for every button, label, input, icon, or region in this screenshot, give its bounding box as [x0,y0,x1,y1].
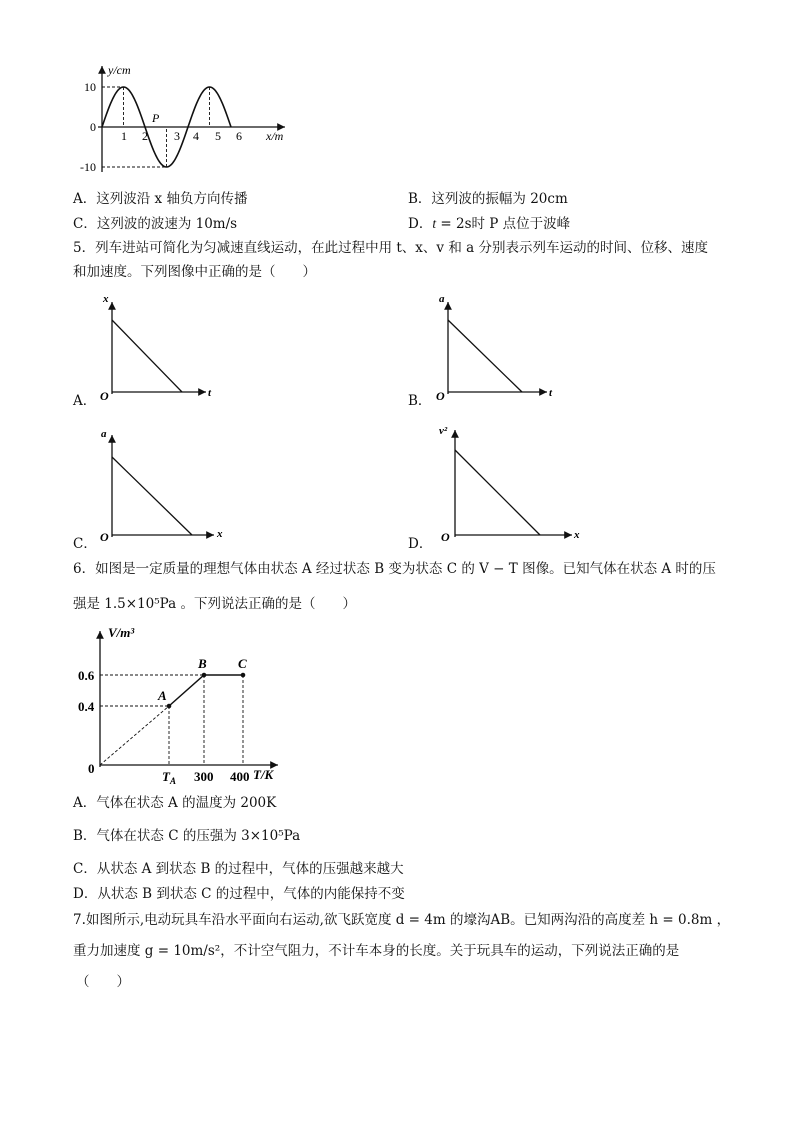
q6-point-c-dot [241,673,246,678]
q6-process-line [169,675,243,706]
q5-graph-b-line [448,320,522,392]
q5-graph-a [96,290,226,402]
q5-graph-c-letter: C． [73,536,97,552]
q6-option-c: C．从状态 A 到状态 B 的过程中，气体的压强越来越大 [73,861,404,877]
wave-x-tick: 2 [142,129,148,143]
svg-text:O: O [100,389,109,402]
svg-text:x: x [574,529,580,541]
q6-option-d: D．从状态 B 到状态 C 的过程中，气体的内能保持不变 [73,886,405,902]
q6-option-b: B．气体在状态 C 的压强为 3×10⁵Pa [73,828,301,844]
svg-text:x: x [103,293,109,305]
svg-text:0: 0 [88,761,95,776]
wave-x-tick: 6 [236,129,242,143]
q5-stem-line1: 5．列车进站可简化为匀减速直线运动，在此过程中用 t、x、v 和 a 分别表示列车运动的时间、位移、速度 [73,240,708,256]
wave-x-tick: 4 [193,129,199,143]
wave-origin: 0 [90,120,96,134]
q6-point-a-dot [167,704,172,709]
q4-option-a: A．这列波沿 x 轴负方向传播 [73,191,248,207]
wave-point-p: P [152,111,160,125]
q7-stem-line1: 7.如图所示,电动玩具车沿水平面向右运动,欲飞跃宽度 d = 4m 的壕沟AB。已知两沟沿的高度差 h = 0.8m ， [73,912,731,928]
svg-text:x: x [217,528,223,540]
q6-stem-line1: 6．如图是一定质量的理想气体由状态 A 经过状态 B 变为状态 C 的 V − T 图像。已知气体在状态 A 时的压 [73,561,716,577]
wave-x-label: x/m [266,129,284,143]
q7-stem-line3: （ ） [76,974,130,990]
wave-x-tick: 3 [174,129,180,143]
q6-vt-graph [78,625,288,787]
q5-graph-a-letter: A． [73,393,97,409]
q6-option-a: A．气体在状态 A 的温度为 200K [73,795,277,811]
svg-text:t: t [208,387,212,399]
q5-graph-d-letter: D． [408,536,433,552]
q5-graph-d-line [455,450,540,535]
svg-text:a: a [101,428,107,440]
svg-text:B: B [198,656,207,671]
svg-text:t: t [549,387,553,399]
q5-stem-line2: 和加速度。下列图像中正确的是（ ） [73,264,316,280]
svg-text:0.6: 0.6 [78,668,95,683]
svg-text:O: O [100,530,109,543]
q5-graph-d [437,420,587,543]
svg-text:A: A [158,688,167,703]
q5-graph-c [96,425,236,543]
q4-option-c: C．这列波的波速为 10m/s [73,216,238,232]
q5-graph-b [432,290,562,402]
wave-x-tick: 1 [121,129,127,143]
wave-x-tick: 5 [215,129,221,143]
svg-text:TA: $T_A$ [162,769,176,786]
svg-text:C: C [238,656,247,671]
wave-tick-10: 10 [84,80,96,94]
svg-text:300: 300 [194,769,214,784]
wave-y-label: y/cm [108,63,131,77]
svg-text:v²: v² [439,425,448,437]
q5-graph-a-line [112,320,182,392]
wave-tick-minus-10: -10 [80,160,96,174]
wave-graph [80,60,300,180]
q5-graph-b-letter: B． [408,393,432,409]
svg-text:0.4: 0.4 [78,699,95,714]
q6-point-b-dot [202,673,207,678]
svg-text:a: a [439,293,445,305]
svg-text:O: O [441,530,450,543]
svg-text:400: 400 [230,769,250,784]
q6-stem-line2: 强是 1.5×10⁵Pa 。下列说法正确的是（ ） [73,596,356,612]
svg-text:T/K: T/K [253,767,274,782]
svg-text:O: O [436,389,445,402]
q5-graph-c-line [112,457,192,535]
q4-option-b: B．这列波的振幅为 20cm [408,191,568,207]
q7-stem-line2: 重力加速度 g = 10m/s²，不计空气阻力，不计车本身的长度。关于玩具车的运动，下列说法正确的是 [73,943,680,959]
q4-option-d: D．t = 2s时 P 点位于波峰 [408,216,571,232]
svg-text:V/m³: V/m³ [108,625,135,640]
